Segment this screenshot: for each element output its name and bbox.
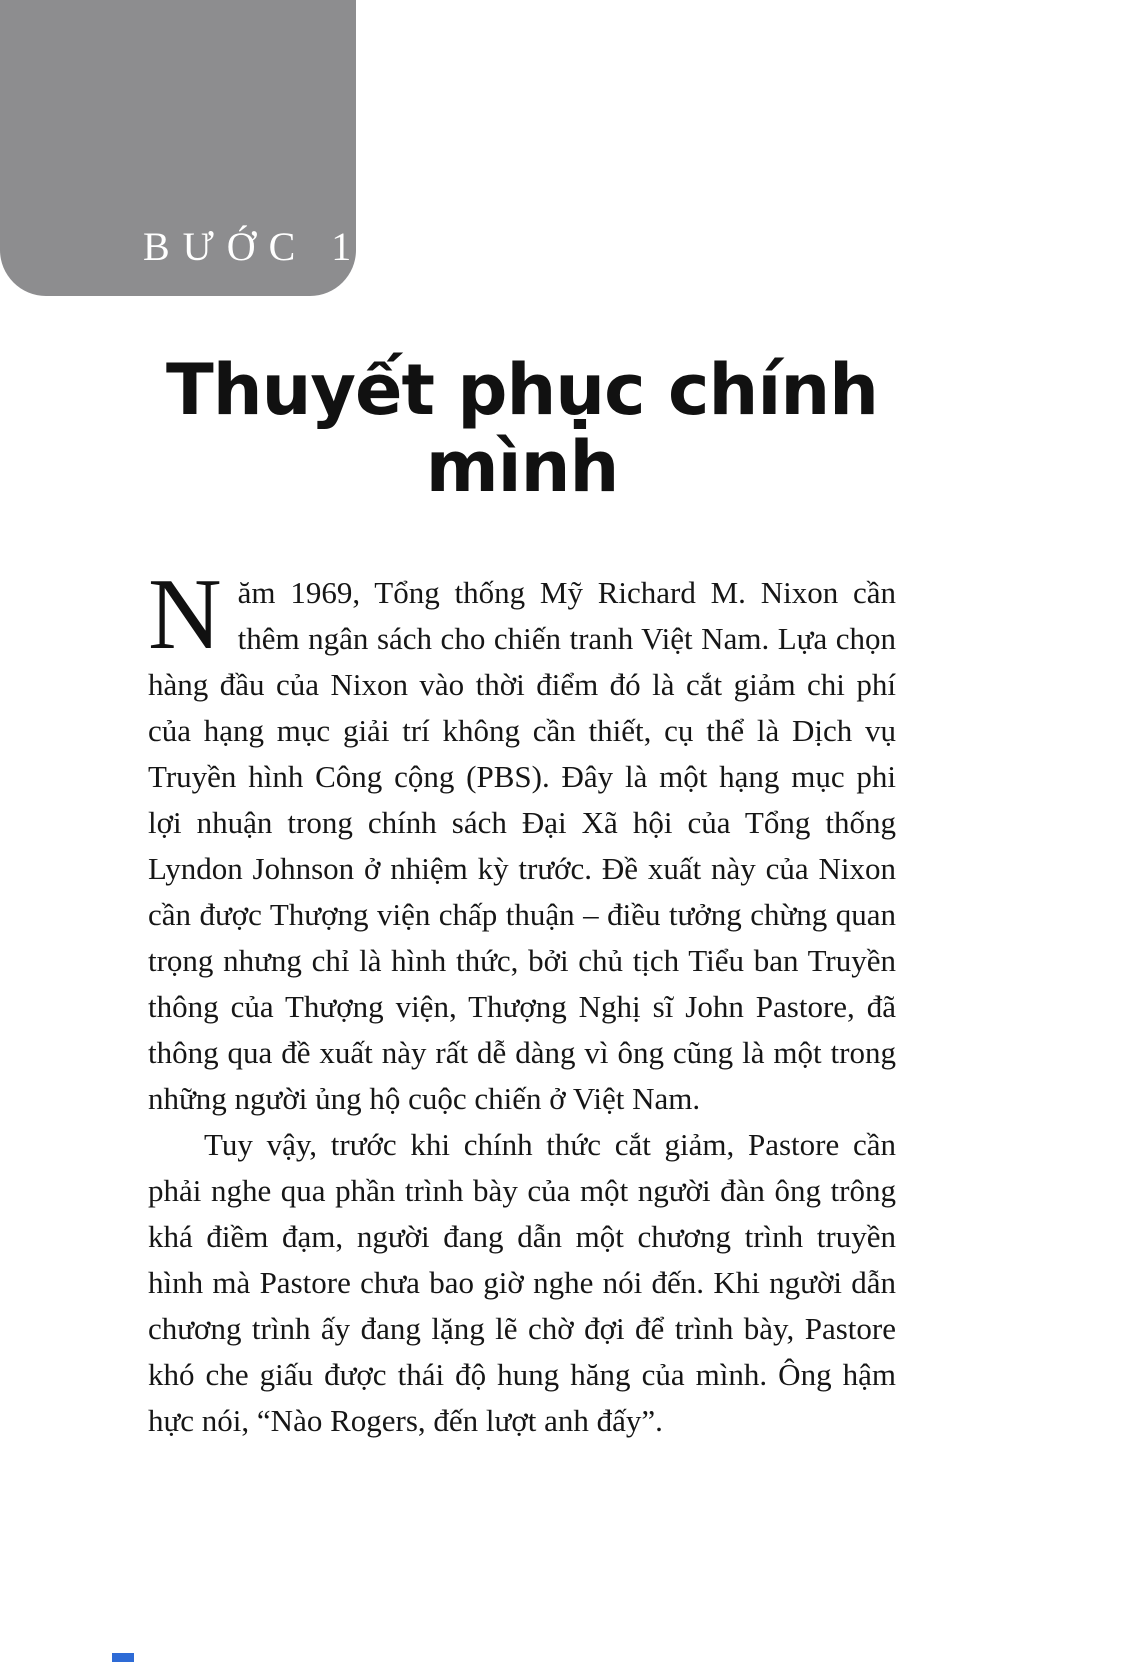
step-badge-label: BƯỚC 1 [143, 224, 365, 269]
page-edge-mark [112, 1653, 134, 1662]
chapter-title: Thuyết phục chính mình [166, 349, 878, 508]
paragraph-2: Tuy vậy, trước khi chính thức cắt giảm, Pastore cần phải nghe qua phần trình bày của một người đàn ông trông khá điềm đạm, người đang dẫn một chương trình truyền hình mà Pastore chưa bao giờ nghe nói đến. Khi người dẫn chương trình ấy đang lặng lẽ chờ đợi để trình bày, Pastore khó che giấu được thái độ hung hăng của mình. Ông hậm hực nói, “Nào Rogers, đến lượt anh đấy”. [148, 1127, 896, 1438]
body-copy [148, 558, 896, 1444]
step-badge [0, 0, 365, 296]
paragraph-1 [148, 558, 896, 1122]
dropcap: N [148, 558, 222, 671]
paragraph-1-text: ăm 1969, Tổng thống Mỹ Richard M. Nixon cần thêm ngân sách cho chiến tranh Việt Nam. Lựa chọn hàng đầu của Nixon vào thời điểm đó là cắt giảm chi phí của hạng mục giải trí không cần thiết, cụ thể là Dịch vụ Truyền hình Công cộng (PBS). Đây là một hạng mục phi lợi nhuận trong chính sách Đại Xã hội của Tổng thống Lyndon Johnson ở nhiệm kỳ trước. Đề xuất này của Nixon cần được Thượng viện chấp thuận – điều tưởng chừng quan trọng nhưng chỉ là hình thức, bởi chủ tịch Tiểu ban Truyền thông của Thượng viện, Thượng Nghị sĩ John Pastore, đã thông qua đề xuất này rất dễ dàng vì ông cũng là một trong những người ủng hộ cuộc chiến ở Việt Nam. [148, 575, 896, 1116]
